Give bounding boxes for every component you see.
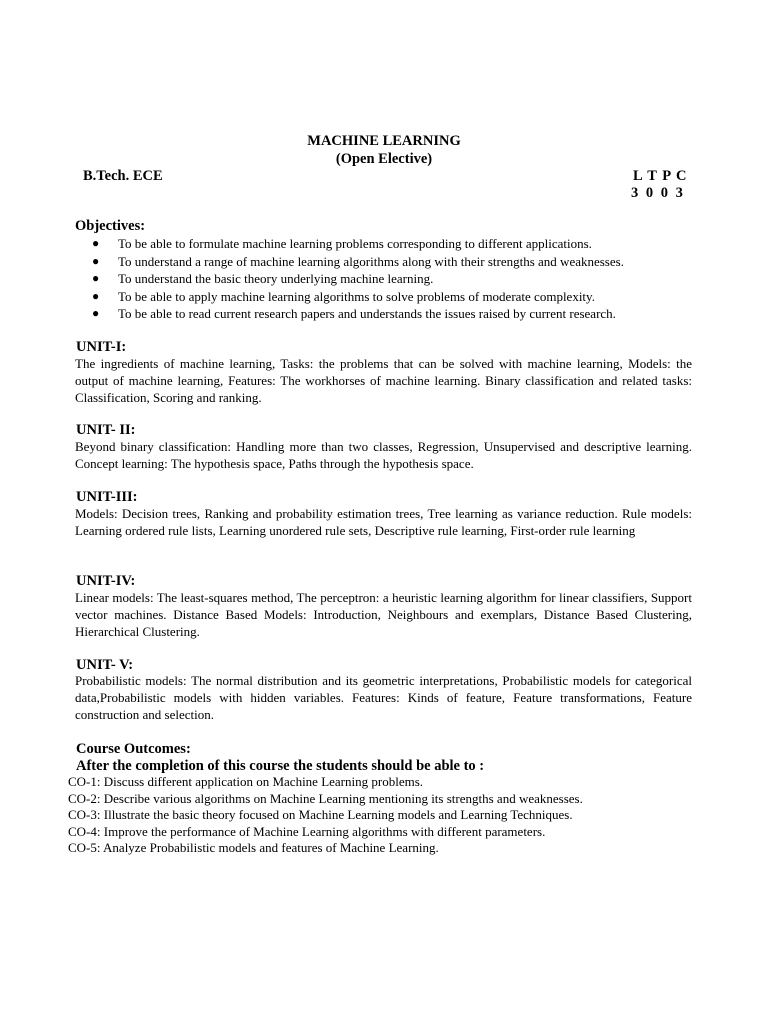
page-subtitle: (Open Elective): [335, 151, 433, 167]
ltpc-values: 3 0 0 3: [631, 185, 683, 201]
ltpc-label: L T P C: [633, 168, 688, 184]
course-outcome-item: CO-5: Analyze Probabilistic models and features of Machine Learning.: [68, 840, 439, 856]
bullet-icon: ●: [92, 288, 100, 303]
course-outcome-item: CO-3: Illustrate the basic theory focused on Machine Learning models and Learning Techniques.: [68, 807, 573, 823]
objective-item: ● To be able to formulate machine learning problems corresponding to different applications.: [92, 236, 592, 251]
unit-5-heading: UNIT- V:: [76, 657, 134, 673]
bullet-icon: ●: [92, 306, 100, 321]
course-outcomes-subheading: After the completion of this course the students should be able to :: [76, 758, 485, 774]
objective-item: ● To understand a range of machine learning algorithms along with their strengths and weaknesses.: [92, 253, 624, 269]
course-outcome-item: CO-2: Describe various algorithms on Machine Learning mentioning its strengths and weaknesses.: [68, 790, 583, 806]
unit-4-heading: UNIT-IV:: [76, 573, 136, 589]
objectives-heading: Objectives:: [75, 218, 146, 234]
unit-3-text: Models: Decision trees, Ranking and probability estimation trees, Tree learning as variance reduction. Rule models: Learning ordered rule lists, Learning unordered rule sets, Descriptive rule learning, First-order rule learning: [75, 506, 692, 538]
program-label: B.Tech. ECE: [83, 168, 163, 184]
unit-4-text: Linear models: The least-squares method, The perceptron: a heuristic learning algorithm for linear classifiers, Support vector machines. Distance Based Models: Introduction, Neighbours and exemplars, Distance Based Clustering, Hierarchical Clustering.: [75, 590, 692, 639]
objective-item: ● To be able to read current research papers and understands the issues raised by current research.: [92, 306, 616, 322]
unit-1-heading: UNIT-I:: [76, 339, 127, 355]
unit-3-heading: UNIT-III:: [76, 489, 138, 505]
unit-5-text: Probabilistic models: The normal distribution and its geometric interpretations, Probabilistic models for categorical data,Probabilistic models with hidden variables. Features: Kinds of feature, Feature transformations, Feature construction and selection.: [75, 673, 692, 722]
bullet-icon: ●: [92, 271, 100, 286]
page-title: MACHINE LEARNING: [307, 133, 461, 149]
course-outcomes-heading: Course Outcomes:: [76, 741, 191, 757]
objective-item: ● To be able to apply machine learning algorithms to solve problems of moderate complexity.: [92, 288, 595, 304]
unit-2-heading: UNIT- II:: [76, 422, 136, 438]
unit-2-text: Beyond binary classification: Handling more than two classes, Regression, Unsupervised and descriptive learning. Concept learning: The hypothesis space, Paths through the hypothesis space.: [75, 439, 692, 471]
course-outcome-item: CO-4: Improve the performance of Machine Learning algorithms with different parameters.: [68, 823, 546, 839]
course-outcomes-list: [68, 774, 583, 857]
objective-item: ● To understand the basic theory underlying machine learning.: [92, 271, 434, 287]
bullet-icon: ●: [92, 236, 100, 250]
course-outcome-item: CO-1: Discuss different application on Machine Learning problems.: [68, 774, 424, 789]
bullet-icon: ●: [92, 253, 100, 268]
objectives-list: [92, 235, 692, 323]
unit-1-text: The ingredients of machine learning, Tasks: the problems that can be solved with machine learning, Models: the output of machine learning, Features: The workhorses of machine learning. Binary classification and related tasks: Classification, Scoring and ranking.: [75, 356, 692, 405]
